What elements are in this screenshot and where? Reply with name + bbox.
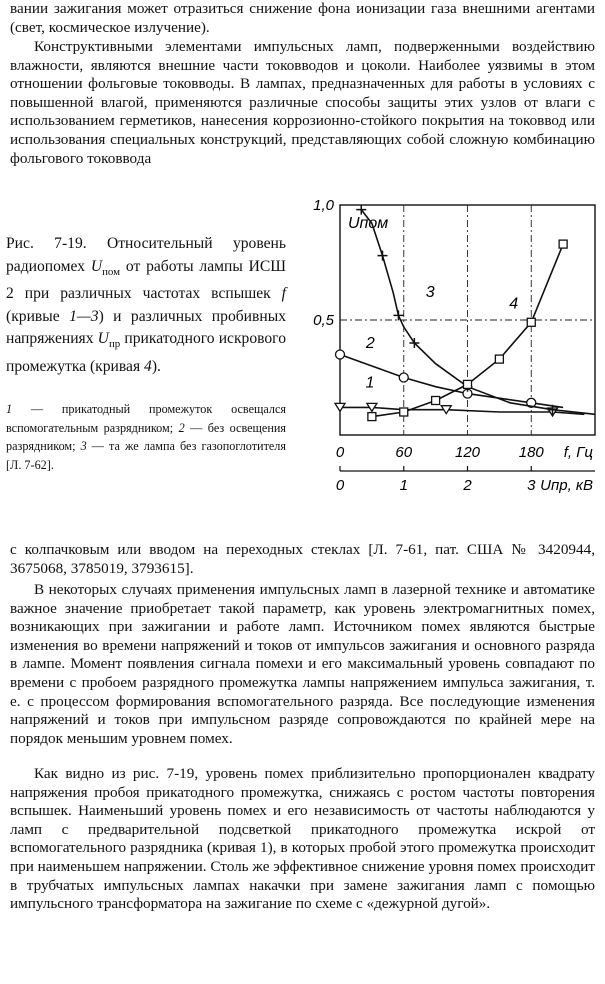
- caption-text-6: ).: [151, 357, 161, 375]
- x-bottom-tick-label: 1: [399, 477, 408, 494]
- series-3-point: [393, 310, 403, 320]
- caption-text-5: прикатодного искрового промежутка (кривая: [6, 330, 286, 375]
- y-axis-label: Uпом: [348, 215, 389, 232]
- series-2-label: 2: [365, 335, 375, 352]
- paragraph-3: Как видно из рис. 7-19, уровень помех приблизительно пропорционален квадрату напряжения пробоя прикатодного промежутка, снижаясь с ростом частоты повторения вспышек. Наименьший уровень помех и его независимость от частоты наблюдаются у ламп с предварительной подсветкой прикатодного промежутка искрой от вспомогательного разрядника (кривая 1), в которых пробой этого промежутка происходит при наименьшем напряжении. Столь же эффективное снижение уровня помех происходит в трубчатых импульсных лампах накачки при замене зажигания ламп с помощью импульсного трансформатора на зажигание по схеме с «дежурной дугой».: [10, 765, 595, 913]
- series-4-point: [432, 397, 440, 405]
- series-4-point: [527, 318, 535, 326]
- x-bottom-axis-label: Uпр, кВ: [540, 477, 593, 494]
- series-4-point: [559, 240, 567, 248]
- chart: [290, 190, 605, 505]
- caption-text-4: ) и различных пробивных напряжениях: [6, 307, 286, 348]
- x-bottom-tick-label: 2: [463, 477, 472, 494]
- series-4-label: 4: [509, 295, 519, 313]
- series-1-label: 1: [365, 374, 375, 392]
- series-3-point: [378, 251, 388, 261]
- legend-text-1: — прикатодный промежуток освещался вспомогательным разрядником;: [6, 402, 286, 435]
- series-4-point: [464, 380, 472, 388]
- caption-var-u: U: [90, 257, 103, 275]
- legend-num-3: 3: [80, 439, 87, 453]
- figure-caption: [6, 233, 286, 378]
- legend-num-1: 1: [6, 402, 13, 416]
- y-tick-label: 0,5: [313, 312, 334, 329]
- legend-text-3: — та же лампа без газопоглотителя [Л. 7-62].: [6, 439, 286, 472]
- caption-number: Рис. 7-19.: [6, 235, 87, 252]
- caption-sub-pom: пом: [102, 265, 121, 278]
- series-4-point: [368, 413, 376, 421]
- y-tick-label: 1,0: [313, 197, 334, 214]
- paragraph-continuation: с колпачковым или вводом на переходных стеклах [Л. 7-61, пат. США № 3420944, 3675068, 3785019, 3793615].: [10, 541, 595, 577]
- series-2-point: [336, 350, 345, 359]
- x-top-tick-label: 180: [518, 444, 544, 461]
- paragraph-2: В некоторых случаях применения импульсных ламп в лазерной технике и автоматике важное значение приобретает такой параметр, как уровень электромагнитных помех, возникающих при зажигании и работе ламп. Источником помех являются быстрые изменения во времени напряжений и токов от импульсов зажигания и основного разряда в лампе. Момент появления сигнала помехи и его максимальный уровень совпадают по времени с пробоем разрядного промежутка лампы напряжением импульса зажигания, т. е. с процессом формирования вспомогательного разряда. Все последующие изменения напряжений и токов при импульсном разряде сопровождаются по крайней мере на порядок меньшим уровнем помех.: [10, 581, 595, 747]
- series-4-point: [495, 355, 503, 363]
- x-top-axis-label: f, Гц: [563, 444, 593, 461]
- caption-range: 1—3: [69, 307, 99, 325]
- x-bottom-tick-label: 0: [335, 477, 345, 494]
- x-bottom-tick-label: 3: [527, 477, 536, 494]
- paragraph-1: Конструктивными элементами импульсных ламп, подверженными воздействию влажности, являются внешние части токовводов и цоколи. Наиболее уязвимы в этом отношении фольговые токовводы. В лампах, предназначенных для работы в условиях с повышенной влагой, применяются различные способы защиты этих узлов от влаги с использованием герметиков, нанесения коррозионно-стойкого покрытия на токоввод или использования специальных конструкций, представляющих собой сложную комбинацию фольгового токоввода: [10, 38, 595, 167]
- series-4-point: [400, 408, 408, 416]
- x-top-tick-label: 0: [335, 444, 345, 461]
- legend-num-2: 2: [178, 420, 185, 435]
- series-2-point: [399, 373, 408, 382]
- caption-curve-4: 4: [144, 357, 152, 375]
- x-top-tick-label: 120: [454, 444, 481, 461]
- x-top-tick-label: 60: [395, 444, 413, 461]
- caption-text-2: от работы лампы ИСШ 2 при различных частотах вспышек: [6, 257, 286, 303]
- caption-text-1: Относительный уровень радиопомех: [6, 235, 286, 275]
- caption-var-f: f: [281, 285, 286, 303]
- legend-text-2: — без освещения разрядником;: [6, 420, 286, 453]
- caption-var-u2: U: [97, 330, 109, 348]
- caption-text-3: (кривые: [6, 307, 70, 325]
- paragraph-top: вании зажигания может отразиться снижение фона ионизации газа внешними агентами (свет, космическое излучение).: [10, 0, 595, 36]
- figure-legend: [6, 400, 286, 474]
- series-3-label: 3: [425, 283, 435, 301]
- caption-sub-pr: пр: [108, 338, 121, 351]
